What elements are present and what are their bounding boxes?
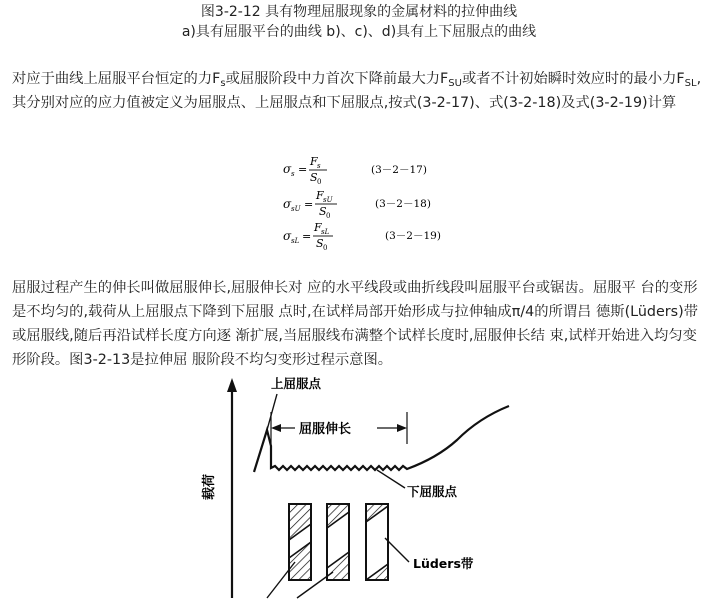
formula-number: (3－2－18) [375,198,431,210]
specimen-1 [289,504,311,580]
formula-number: (3－2－17) [371,164,427,176]
load-axis-arrow [227,378,237,392]
lower-yield-label: 下屈服点 [407,484,458,499]
paragraph-text: ,其分别对应的应力值被定义为屈服点、上屈服点和下屈服点,按式(3-2-17)、式(3-2-18)及式(3-2-19)计算 [12,71,702,111]
formula-numerator: F [316,189,324,202]
paragraph-text: 对应于曲线上屈服平台恒定的力F [12,71,221,87]
elongation-arrow-right [397,424,407,432]
specimen-2 [327,504,349,580]
formula-denominator: S [319,205,327,218]
yield-deformation-diagram [202,372,514,598]
formula-lhs: σ [283,162,292,176]
formula-numerator: F [310,155,318,168]
subscript: SL [684,78,697,89]
formula-number: (3－2－19) [385,230,441,242]
formula-denominator-sub: 0 [326,212,331,220]
formula-lhs-sub: sU [291,205,301,213]
formula-numerator-sub: s [317,162,321,170]
formula-3-2-19 [283,221,441,252]
subscript: SU [448,78,462,89]
luders-band-label: Lüders带 [413,556,474,571]
elongation-arrow-left [271,424,281,432]
formula-equals: = [298,163,308,176]
formula-image [279,151,441,253]
specimen-3 [366,504,388,580]
upper-yield-label: 上屈服点 [271,376,322,391]
formula-denominator: S [316,237,324,250]
formula-lhs-sub: s [291,170,295,178]
load-curve [254,406,509,472]
upper-yield-leader [267,394,277,430]
formula-lhs-sub: sL [291,237,300,245]
figure-caption-title: 图3-2-12 具有物理屈服现象的金属材料的拉伸曲线 [200,4,518,20]
load-axis-label [201,474,217,500]
paragraph-yield-elongation: 屈服过程产生的伸长叫做屈服伸长,屈服伸长对 应的水平线段或曲折线段叫屈服平台或锯齿。屈服平 台的变形是不均匀的,载荷从上屈服点下降到下屈服 点时,在试样局部开始形成与拉伸轴成π/4的所谓吕 德斯(Lüders)带或屈服线,随后再沿试样长度方向逐 渐扩展,当屈服线布满整个试样长度时,屈服伸长结 束,试样开始进入均匀变形阶段。图3-2-13是拉伸屈 服阶段不均匀变形过程示意图。 [12,280,698,368]
yield-elongation-label: 屈服伸长 [299,422,352,437]
formula-lhs: σ [283,197,292,211]
formula-denominator-sub: 0 [323,244,328,252]
lower-yield-leader [377,470,405,488]
load-axis-label-text: 载荷 [202,473,217,500]
formula-equals: = [302,230,312,243]
formula-3-2-17 [283,155,427,186]
figure-caption-subtitle: a)具有屈服平台的曲线 b)、c)、d)具有上下屈服点的曲线 [181,24,537,40]
formula-denominator-sub: 0 [317,178,322,186]
formula-3-2-18 [283,189,431,220]
formula-equations [279,151,441,253]
paragraph-text: 或屈服阶段中力首次下降前最大力F [225,71,449,87]
paragraph-yield-definition [12,67,706,115]
paragraph-text: 或者不计初始瞬时效应时的最小力F [461,71,685,87]
formula-numerator-sub: sU [323,196,333,204]
subscript: s [220,78,226,89]
formula-numerator-sub: sL [321,228,330,236]
formula-equals: = [304,198,314,211]
formula-lhs: σ [283,229,292,243]
formula-denominator: S [310,171,318,184]
diagram-drawing [202,372,514,598]
formula-numerator: F [314,221,322,234]
